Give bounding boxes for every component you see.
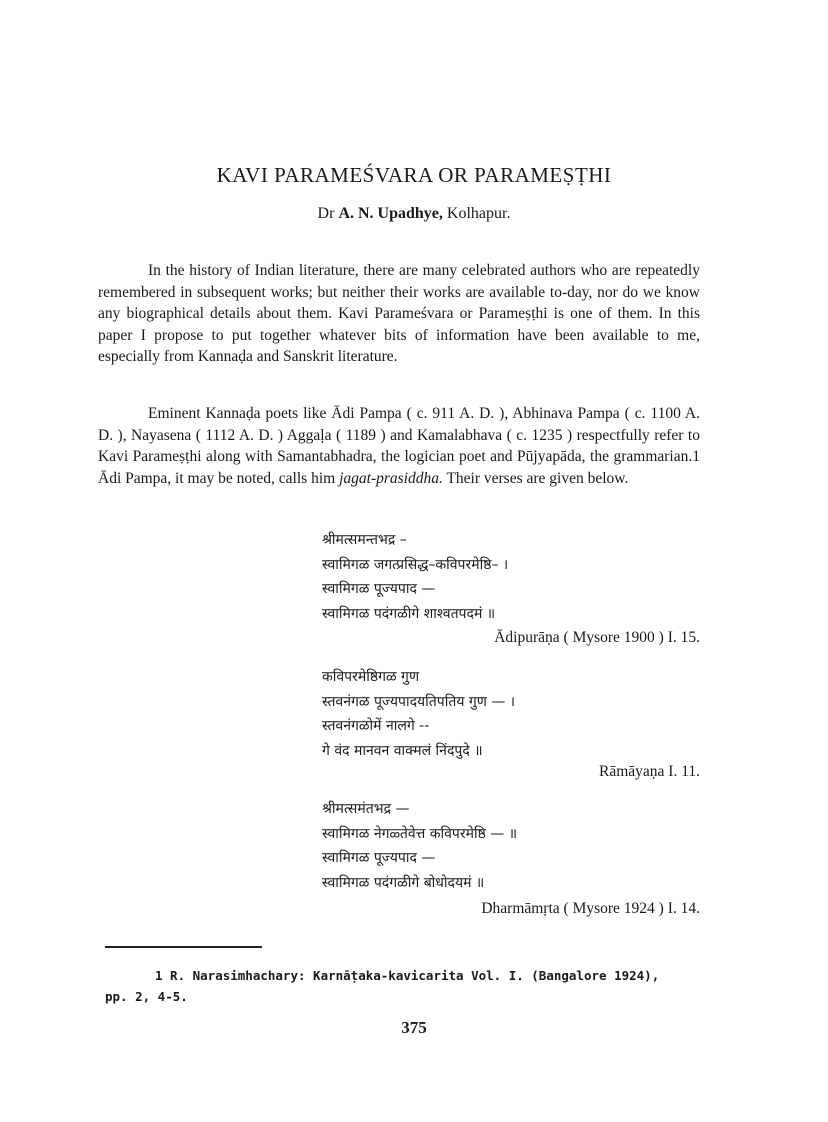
verse-line: स्वामिगळ नेगळ्तेवेत्त कविपरमेष्ठि — ॥	[322, 825, 518, 842]
author-prefix: Dr	[317, 205, 335, 222]
author-name: A. N. Upadhye,	[338, 205, 443, 222]
verse-line: श्रीमत्समंतभद्र —	[322, 801, 410, 817]
footnote	[105, 965, 705, 1007]
verse-line: स्वामिगळ पूज्यपाद —	[322, 850, 436, 866]
verse-block-1	[322, 528, 508, 626]
verse-line: स्तवनंगळोमें नालगे --	[322, 718, 430, 734]
verse-line: स्वामिगळ पदंगळीगे शाश्वतपदमं ॥	[322, 605, 496, 622]
paragraph-2-text: Eminent Kannaḍa poets like Ādi Pampa ( c. 911 A. D. ), Abhinava Pampa ( c. 1100 A. D. ), Nayasena ( 1112 A. D. ) Aggaḷa ( 1189 ) and Kamalabhava ( c. 1235 ) respectfully refer to Kavi Parameṣṭhi along with Samantabhadra, the logician poet and Pūjyapāda, the grammarian.1 Ādi Pampa, it may be noted, calls him	[98, 405, 700, 487]
paragraph-2-tail: Their verses are given below.	[442, 469, 629, 487]
paragraph-2-italic: jagat-prasiddha.	[339, 469, 443, 487]
paper-title: KAVI PARAMEŚVARA OR PARAMEṢṬHI	[216, 163, 612, 187]
footnote-line-1: 1 R. Narasimhachary: Karnāṭaka-kavicarita Vol. I. (Bangalore 1924),	[155, 968, 660, 983]
verse-line: स्वामिगळ पदंगळीगे बोधोदयमं ॥	[322, 874, 485, 891]
paragraph-2	[98, 403, 700, 489]
verse-citation-3: Dharmāmṛta ( Mysore 1924 ) I. 14.	[481, 900, 700, 917]
verse-line: कविपरमेष्ठिगळ गुण	[322, 669, 420, 685]
verse-line: स्वामिगळ जगत्प्रसिद्ध–कविपरमेष्ठि– ।	[322, 556, 509, 573]
author-place: Kolhapur.	[446, 205, 511, 222]
verse-line: स्वामिगळ पूज्यपाद —	[322, 581, 436, 597]
verse-citation-1: Ādipurāṇa ( Mysore 1900 ) I. 15.	[494, 629, 700, 646]
verse-block-2	[322, 665, 515, 763]
page-number: 375	[401, 1018, 427, 1037]
author-line	[0, 205, 828, 223]
footnote-divider	[105, 946, 262, 948]
verse-line: स्तवनंगळ पूज्यपादयतिपतिय गुण — ।	[322, 693, 516, 710]
verse-block-3	[322, 797, 517, 895]
verse-citation-2: Rāmāyaṇa I. 11.	[599, 763, 700, 780]
footnote-line-2: pp. 2, 4-5.	[105, 989, 188, 1004]
verse-line: श्रीमत्समन्तभद्र –	[322, 532, 407, 548]
paragraph-1: In the history of Indian literature, there are many celebrated authors who are repeatedly remembered in subsequent works; but neither their works are available to-day, nor do we know any biographical details about them. Kavi Parameśvara or Parameṣṭhi is one of them. In this paper I propose to put together whatever bits of information have been available to me, especially from Kannaḍa and Sanskrit literature.	[98, 262, 700, 365]
verse-line: गे वंद मानवन वाक्मलं निंदपुदे ॥	[322, 742, 483, 759]
